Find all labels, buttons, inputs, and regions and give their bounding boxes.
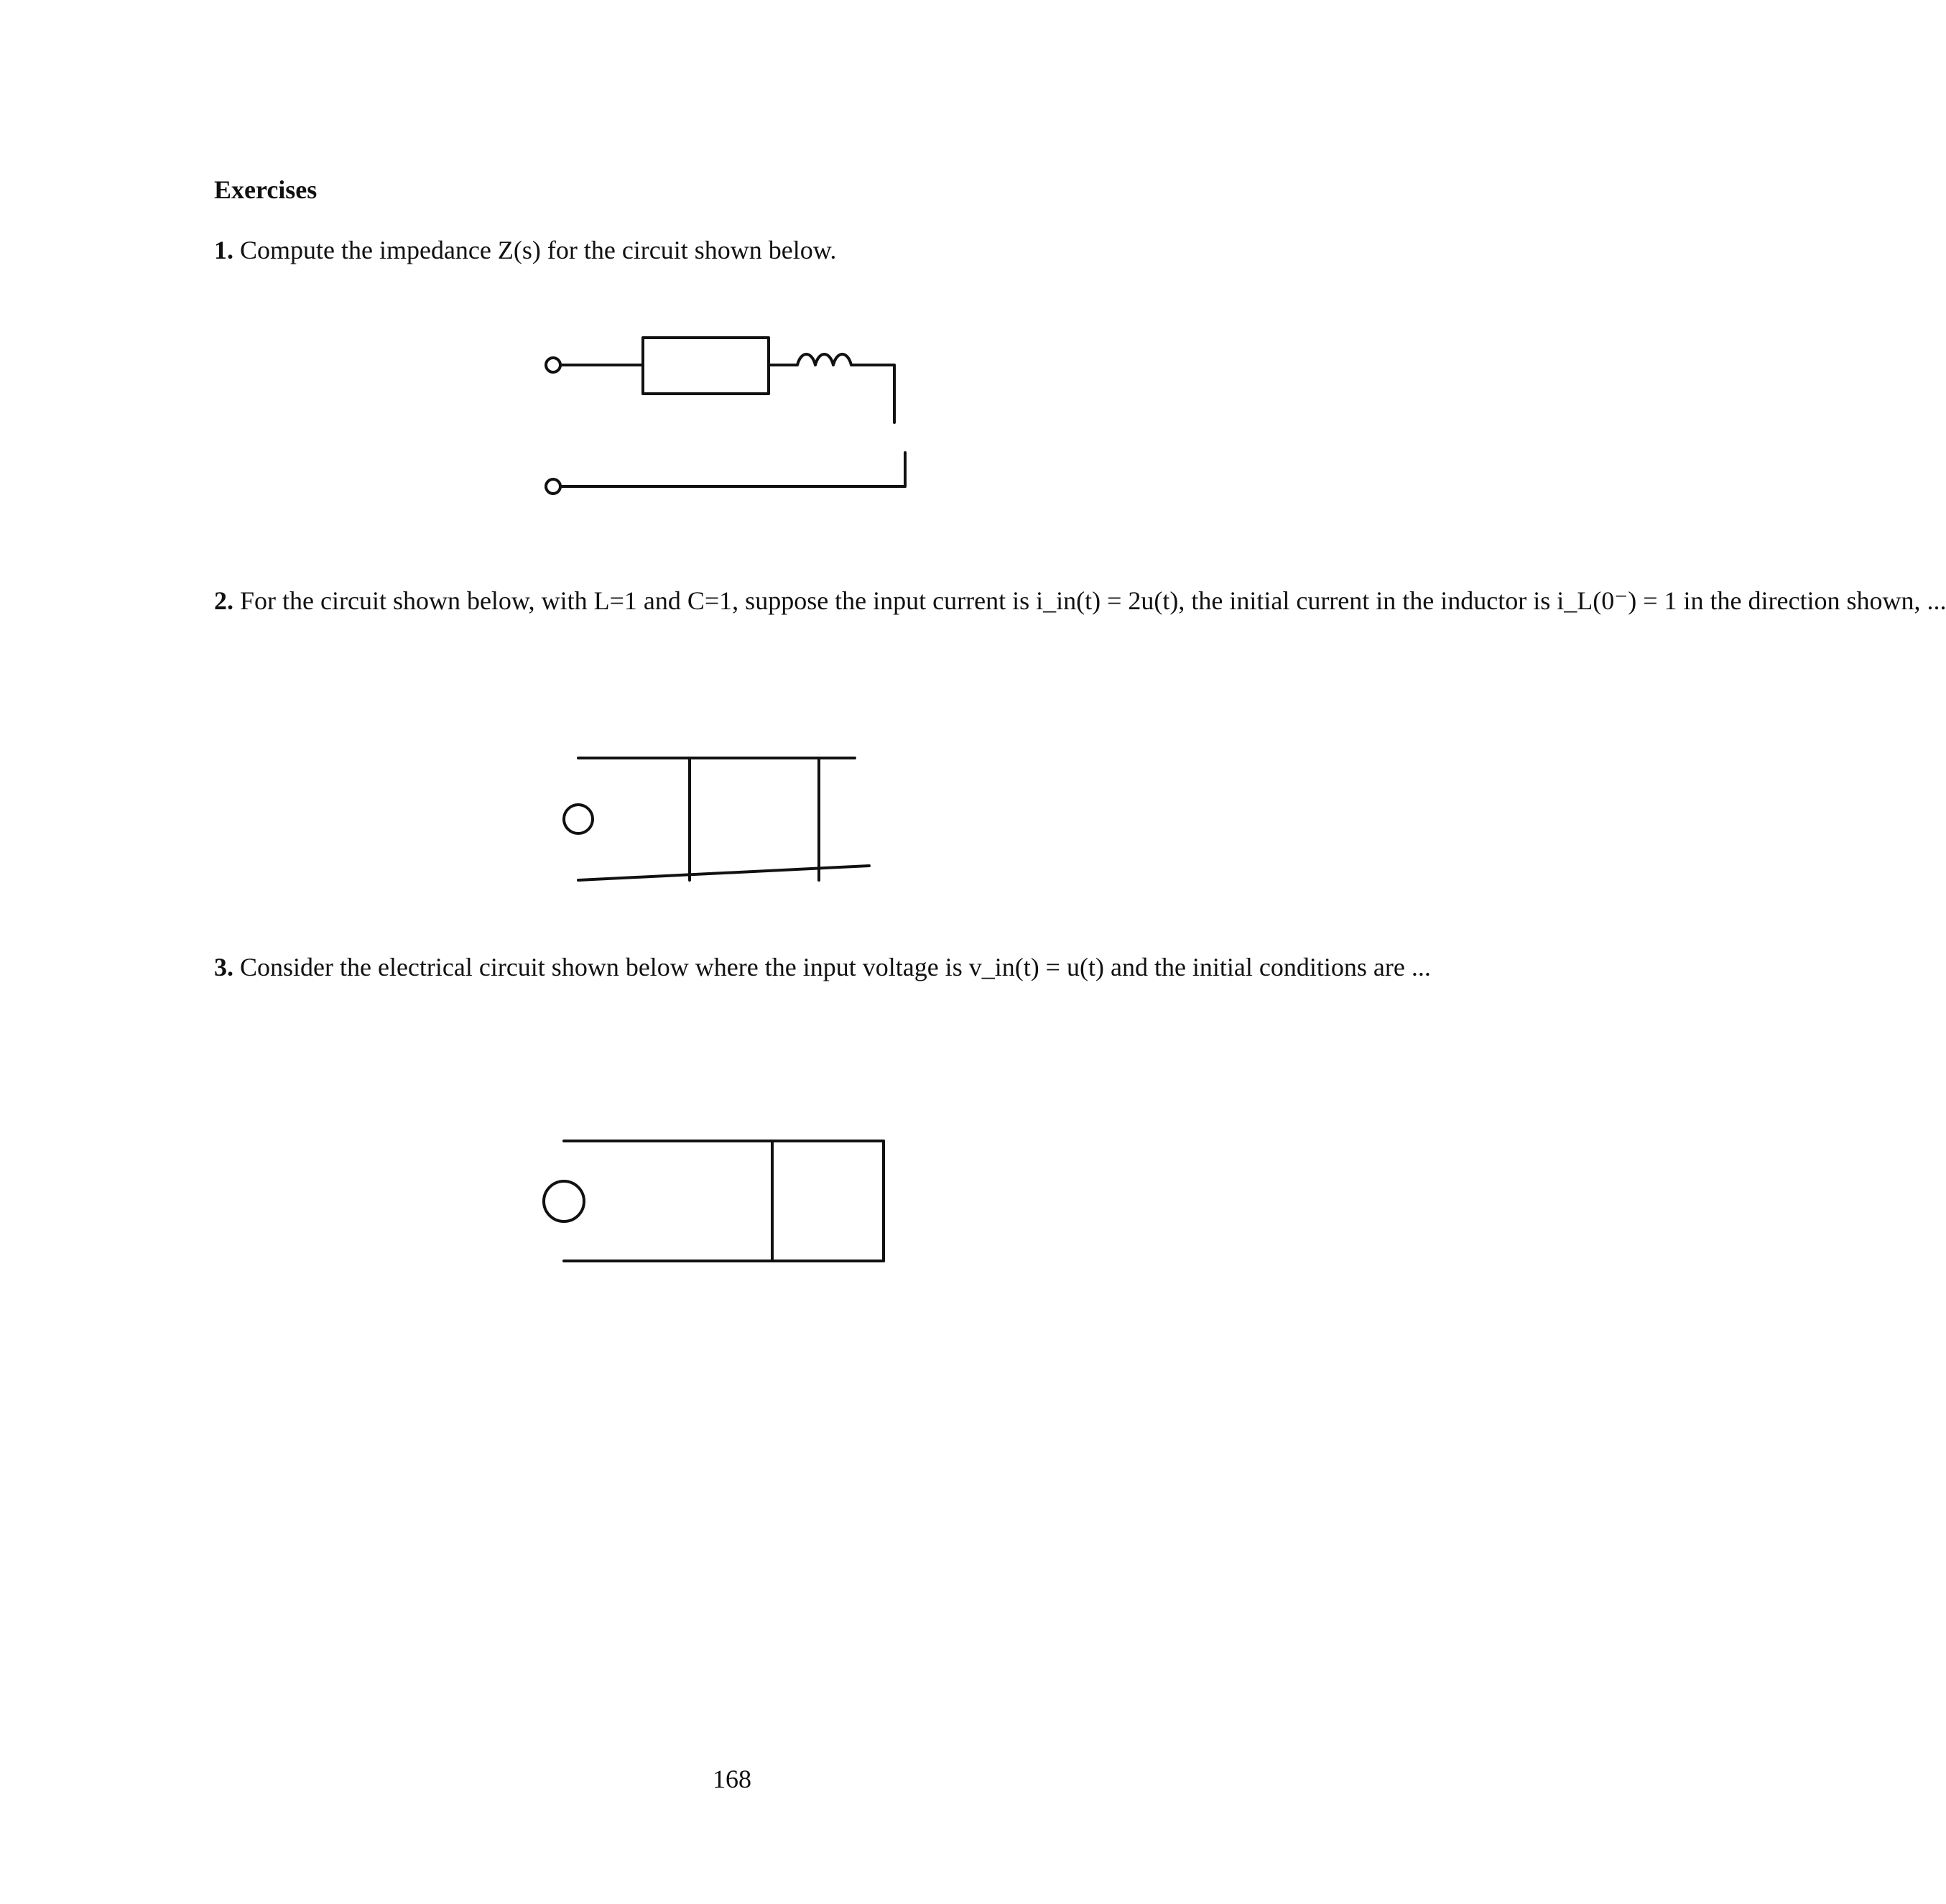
exercise-3-text: 3. Consider the electrical circuit shown below where the input voltage is v_in(t) = u(t) and the initial conditions are ... (214, 953, 1431, 981)
page-heading: Exercises (214, 175, 318, 204)
exercise-1-text: 1. Compute the impedance Z(s) for the circuit shown below. (214, 236, 837, 264)
exercise-2-text: 2. For the circuit shown below, with L=1 and C=1, suppose the input current is i_in(t) = 2u(t), the initial current in the inductor is i_L(0⁻) = 1 in the direction shown, ... (214, 586, 1946, 615)
page-number: 168 (713, 1765, 751, 1793)
